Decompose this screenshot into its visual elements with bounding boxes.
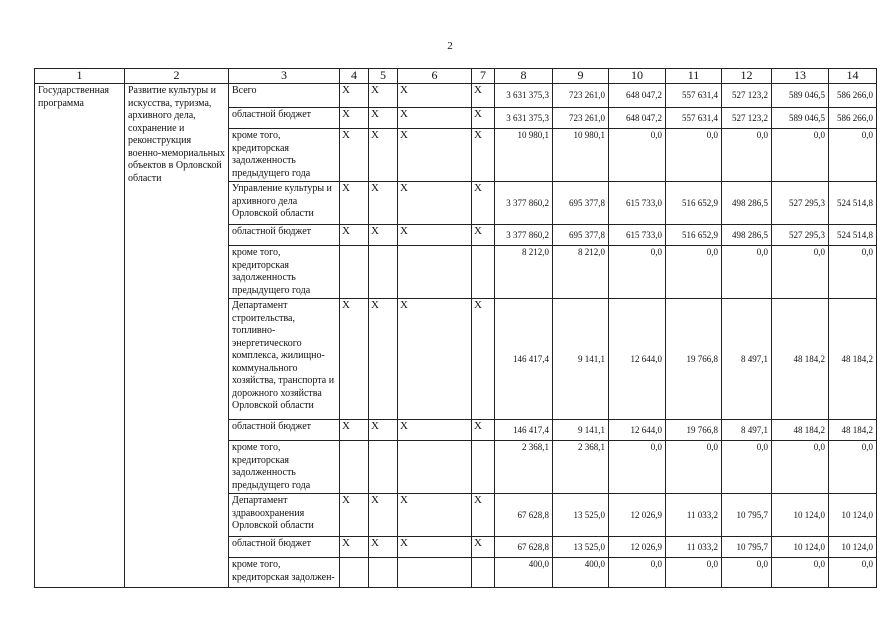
value-cell: 10 795,7 [722, 494, 772, 537]
value-cell: 0,0 [722, 441, 772, 494]
mark-value: X [400, 420, 408, 432]
value-cell: 0,0 [666, 441, 722, 494]
value-cell: 695 377,8 [553, 182, 609, 225]
mark-cell [398, 299, 472, 420]
value-cell: 527 123,2 [722, 108, 772, 129]
mark-value: X [371, 84, 379, 96]
mark-cell [472, 537, 495, 558]
col-header: 10 [609, 69, 666, 84]
value-cell: 0,0 [609, 558, 666, 588]
value-cell: 0,0 [772, 558, 829, 588]
value-cell: 0,0 [609, 441, 666, 494]
mark-cell [340, 299, 369, 420]
row-label: областной бюджет [229, 225, 340, 246]
mark-cell [472, 299, 495, 420]
mark-cell [369, 182, 398, 225]
mark-value: X [371, 494, 379, 506]
col-header: 2 [125, 69, 229, 84]
value-cell: 67 628,8 [495, 494, 553, 537]
mark-value: X [342, 537, 350, 549]
value-cell: 527 295,3 [772, 182, 829, 225]
mark-cell [398, 225, 472, 246]
mark-cell [398, 246, 472, 299]
value-cell: 0,0 [829, 129, 877, 182]
mark-cell [340, 494, 369, 537]
mark-value: X [474, 420, 482, 432]
col-header: 3 [229, 69, 340, 84]
mark-cell [340, 225, 369, 246]
mark-cell [472, 558, 495, 588]
mark-value: X [474, 182, 482, 194]
value-cell: 615 733,0 [609, 182, 666, 225]
mark-cell [398, 537, 472, 558]
col-header: 1 [35, 69, 125, 84]
value-cell: 19 766,8 [666, 420, 722, 441]
mark-value: X [400, 225, 408, 237]
mark-cell [340, 246, 369, 299]
col-header: 12 [722, 69, 772, 84]
mark-cell [398, 441, 472, 494]
value-cell: 146 417,4 [495, 420, 553, 441]
value-cell: 11 033,2 [666, 537, 722, 558]
mark-value: X [400, 84, 408, 96]
mark-value: X [342, 108, 350, 120]
value-cell: 0,0 [772, 129, 829, 182]
value-cell: 615 733,0 [609, 225, 666, 246]
row-label: Управление культуры и архивного дела Орловской области [229, 182, 340, 225]
value-cell: 0,0 [722, 558, 772, 588]
mark-cell [369, 441, 398, 494]
value-cell: 10 980,1 [495, 129, 553, 182]
mark-value: X [474, 84, 482, 96]
value-cell: 0,0 [772, 441, 829, 494]
value-cell: 695 377,8 [553, 225, 609, 246]
mark-cell [398, 420, 472, 441]
mark-value: X [400, 299, 408, 311]
mark-cell [340, 182, 369, 225]
value-cell: 10 124,0 [772, 537, 829, 558]
mark-cell [398, 558, 472, 588]
mark-value: X [342, 420, 350, 432]
value-cell: 723 261,0 [553, 84, 609, 108]
row-label: Департамент строительства, топливно-энергетического комплекса, жилищно-коммунального хозяйства, транспорта и дорожного хозяйства Орловской области [229, 299, 340, 420]
value-cell: 3 377 860,2 [495, 182, 553, 225]
value-cell: 12 026,9 [609, 537, 666, 558]
mark-value: X [371, 299, 379, 311]
mark-cell [369, 299, 398, 420]
col-header: 14 [829, 69, 877, 84]
value-cell: 0,0 [772, 246, 829, 299]
value-cell: 0,0 [666, 558, 722, 588]
mark-value: X [400, 182, 408, 194]
header-row [35, 69, 877, 84]
value-cell: 0,0 [666, 246, 722, 299]
value-cell: 10 795,7 [722, 537, 772, 558]
mark-value: X [474, 299, 482, 311]
mark-value: X [342, 299, 350, 311]
row-label: областной бюджет [229, 108, 340, 129]
mark-value: X [342, 182, 350, 194]
mark-cell [340, 420, 369, 441]
mark-value: X [342, 225, 350, 237]
mark-cell [369, 84, 398, 108]
value-cell: 589 046,5 [772, 108, 829, 129]
value-cell: 3 631 375,3 [495, 84, 553, 108]
value-cell: 13 525,0 [553, 494, 609, 537]
value-cell: 11 033,2 [666, 494, 722, 537]
value-cell: 2 368,1 [553, 441, 609, 494]
col-header: 11 [666, 69, 722, 84]
mark-value: X [371, 108, 379, 120]
mark-cell [369, 420, 398, 441]
value-cell: 48 184,2 [772, 420, 829, 441]
mark-value: X [474, 225, 482, 237]
mark-cell [472, 84, 495, 108]
mark-cell [340, 108, 369, 129]
col-header: 4 [340, 69, 369, 84]
col-header: 8 [495, 69, 553, 84]
col-header: 6 [398, 69, 472, 84]
mark-cell [340, 129, 369, 182]
col-header: 5 [369, 69, 398, 84]
col-header: 9 [553, 69, 609, 84]
row-label: кроме того, кредиторская задолжен- [229, 558, 340, 588]
mark-cell [369, 129, 398, 182]
mark-value: X [474, 494, 482, 506]
value-cell: 8 212,0 [495, 246, 553, 299]
page-number: 2 [447, 40, 453, 52]
value-cell: 0,0 [829, 246, 877, 299]
mark-cell [472, 246, 495, 299]
mark-value: X [474, 129, 482, 141]
value-cell: 400,0 [553, 558, 609, 588]
table-row [35, 84, 877, 108]
value-cell: 586 266,0 [829, 84, 877, 108]
value-cell: 648 047,2 [609, 108, 666, 129]
mark-value: X [371, 182, 379, 194]
program-name-cell: Развитие культуры и искусства, туризма, архивного дела, сохранение и реконструкция военно-мемориальных объектов в Орловской области [125, 84, 229, 588]
value-cell: 498 286,5 [722, 182, 772, 225]
value-cell: 12 644,0 [609, 299, 666, 420]
value-cell: 13 525,0 [553, 537, 609, 558]
mark-value: X [342, 129, 350, 141]
col-header: 13 [772, 69, 829, 84]
value-cell: 48 184,2 [829, 420, 877, 441]
row-label: кроме того, кредиторская задолженность предыдущего года [229, 246, 340, 299]
mark-cell [340, 84, 369, 108]
mark-value: X [400, 537, 408, 549]
mark-value: X [371, 129, 379, 141]
value-cell: 557 631,4 [666, 108, 722, 129]
mark-value: X [371, 537, 379, 549]
mark-value: X [371, 420, 379, 432]
mark-cell [472, 129, 495, 182]
value-cell: 146 417,4 [495, 299, 553, 420]
mark-cell [340, 558, 369, 588]
value-cell: 0,0 [609, 129, 666, 182]
budget-table [34, 68, 877, 588]
value-cell: 12 644,0 [609, 420, 666, 441]
mark-cell [369, 537, 398, 558]
mark-cell [472, 494, 495, 537]
mark-cell [398, 129, 472, 182]
mark-value: X [371, 225, 379, 237]
mark-cell [398, 108, 472, 129]
value-cell: 498 286,5 [722, 225, 772, 246]
mark-value: X [400, 129, 408, 141]
value-cell: 723 261,0 [553, 108, 609, 129]
value-cell: 586 266,0 [829, 108, 877, 129]
value-cell: 400,0 [495, 558, 553, 588]
mark-value: X [400, 108, 408, 120]
mark-cell [472, 182, 495, 225]
mark-cell [369, 558, 398, 588]
mark-value: X [474, 537, 482, 549]
value-cell: 0,0 [829, 558, 877, 588]
mark-cell [472, 225, 495, 246]
value-cell: 516 652,9 [666, 182, 722, 225]
row-label: кроме того, кредиторская задолженность предыдущего года [229, 441, 340, 494]
mark-cell [340, 537, 369, 558]
value-cell: 524 514,8 [829, 225, 877, 246]
col-header: 7 [472, 69, 495, 84]
mark-cell [472, 108, 495, 129]
mark-value: X [342, 494, 350, 506]
value-cell: 8 497,1 [722, 420, 772, 441]
value-cell: 648 047,2 [609, 84, 666, 108]
value-cell: 10 124,0 [772, 494, 829, 537]
mark-cell [369, 225, 398, 246]
value-cell: 67 628,8 [495, 537, 553, 558]
mark-cell [340, 441, 369, 494]
row-label: кроме того, кредиторская задолженность предыдущего года [229, 129, 340, 182]
value-cell: 557 631,4 [666, 84, 722, 108]
value-cell: 527 123,2 [722, 84, 772, 108]
value-cell: 10 124,0 [829, 537, 877, 558]
value-cell: 0,0 [722, 129, 772, 182]
value-cell: 19 766,8 [666, 299, 722, 420]
mark-value: X [400, 494, 408, 506]
value-cell: 0,0 [666, 129, 722, 182]
value-cell: 0,0 [609, 246, 666, 299]
value-cell: 8 212,0 [553, 246, 609, 299]
mark-cell [398, 84, 472, 108]
value-cell: 8 497,1 [722, 299, 772, 420]
row-label: областной бюджет [229, 420, 340, 441]
value-cell: 589 046,5 [772, 84, 829, 108]
value-cell: 48 184,2 [772, 299, 829, 420]
mark-cell [369, 246, 398, 299]
mark-cell [472, 420, 495, 441]
value-cell: 524 514,8 [829, 182, 877, 225]
value-cell: 9 141,1 [553, 299, 609, 420]
mark-cell [472, 441, 495, 494]
value-cell: 516 652,9 [666, 225, 722, 246]
row-label: Всего [229, 84, 340, 108]
value-cell: 2 368,1 [495, 441, 553, 494]
value-cell: 0,0 [829, 441, 877, 494]
value-cell: 12 026,9 [609, 494, 666, 537]
value-cell: 0,0 [722, 246, 772, 299]
mark-value: X [474, 108, 482, 120]
value-cell: 527 295,3 [772, 225, 829, 246]
value-cell: 48 184,2 [829, 299, 877, 420]
program-type-cell: Государственная программа [35, 84, 125, 588]
mark-value: X [342, 84, 350, 96]
value-cell: 9 141,1 [553, 420, 609, 441]
mark-cell [398, 182, 472, 225]
row-label: Департамент здравоохранения Орловской области [229, 494, 340, 537]
mark-cell [369, 494, 398, 537]
mark-cell [398, 494, 472, 537]
value-cell: 10 124,0 [829, 494, 877, 537]
value-cell: 3 377 860,2 [495, 225, 553, 246]
value-cell: 3 631 375,3 [495, 108, 553, 129]
mark-cell [369, 108, 398, 129]
row-label: областной бюджет [229, 537, 340, 558]
value-cell: 10 980,1 [553, 129, 609, 182]
